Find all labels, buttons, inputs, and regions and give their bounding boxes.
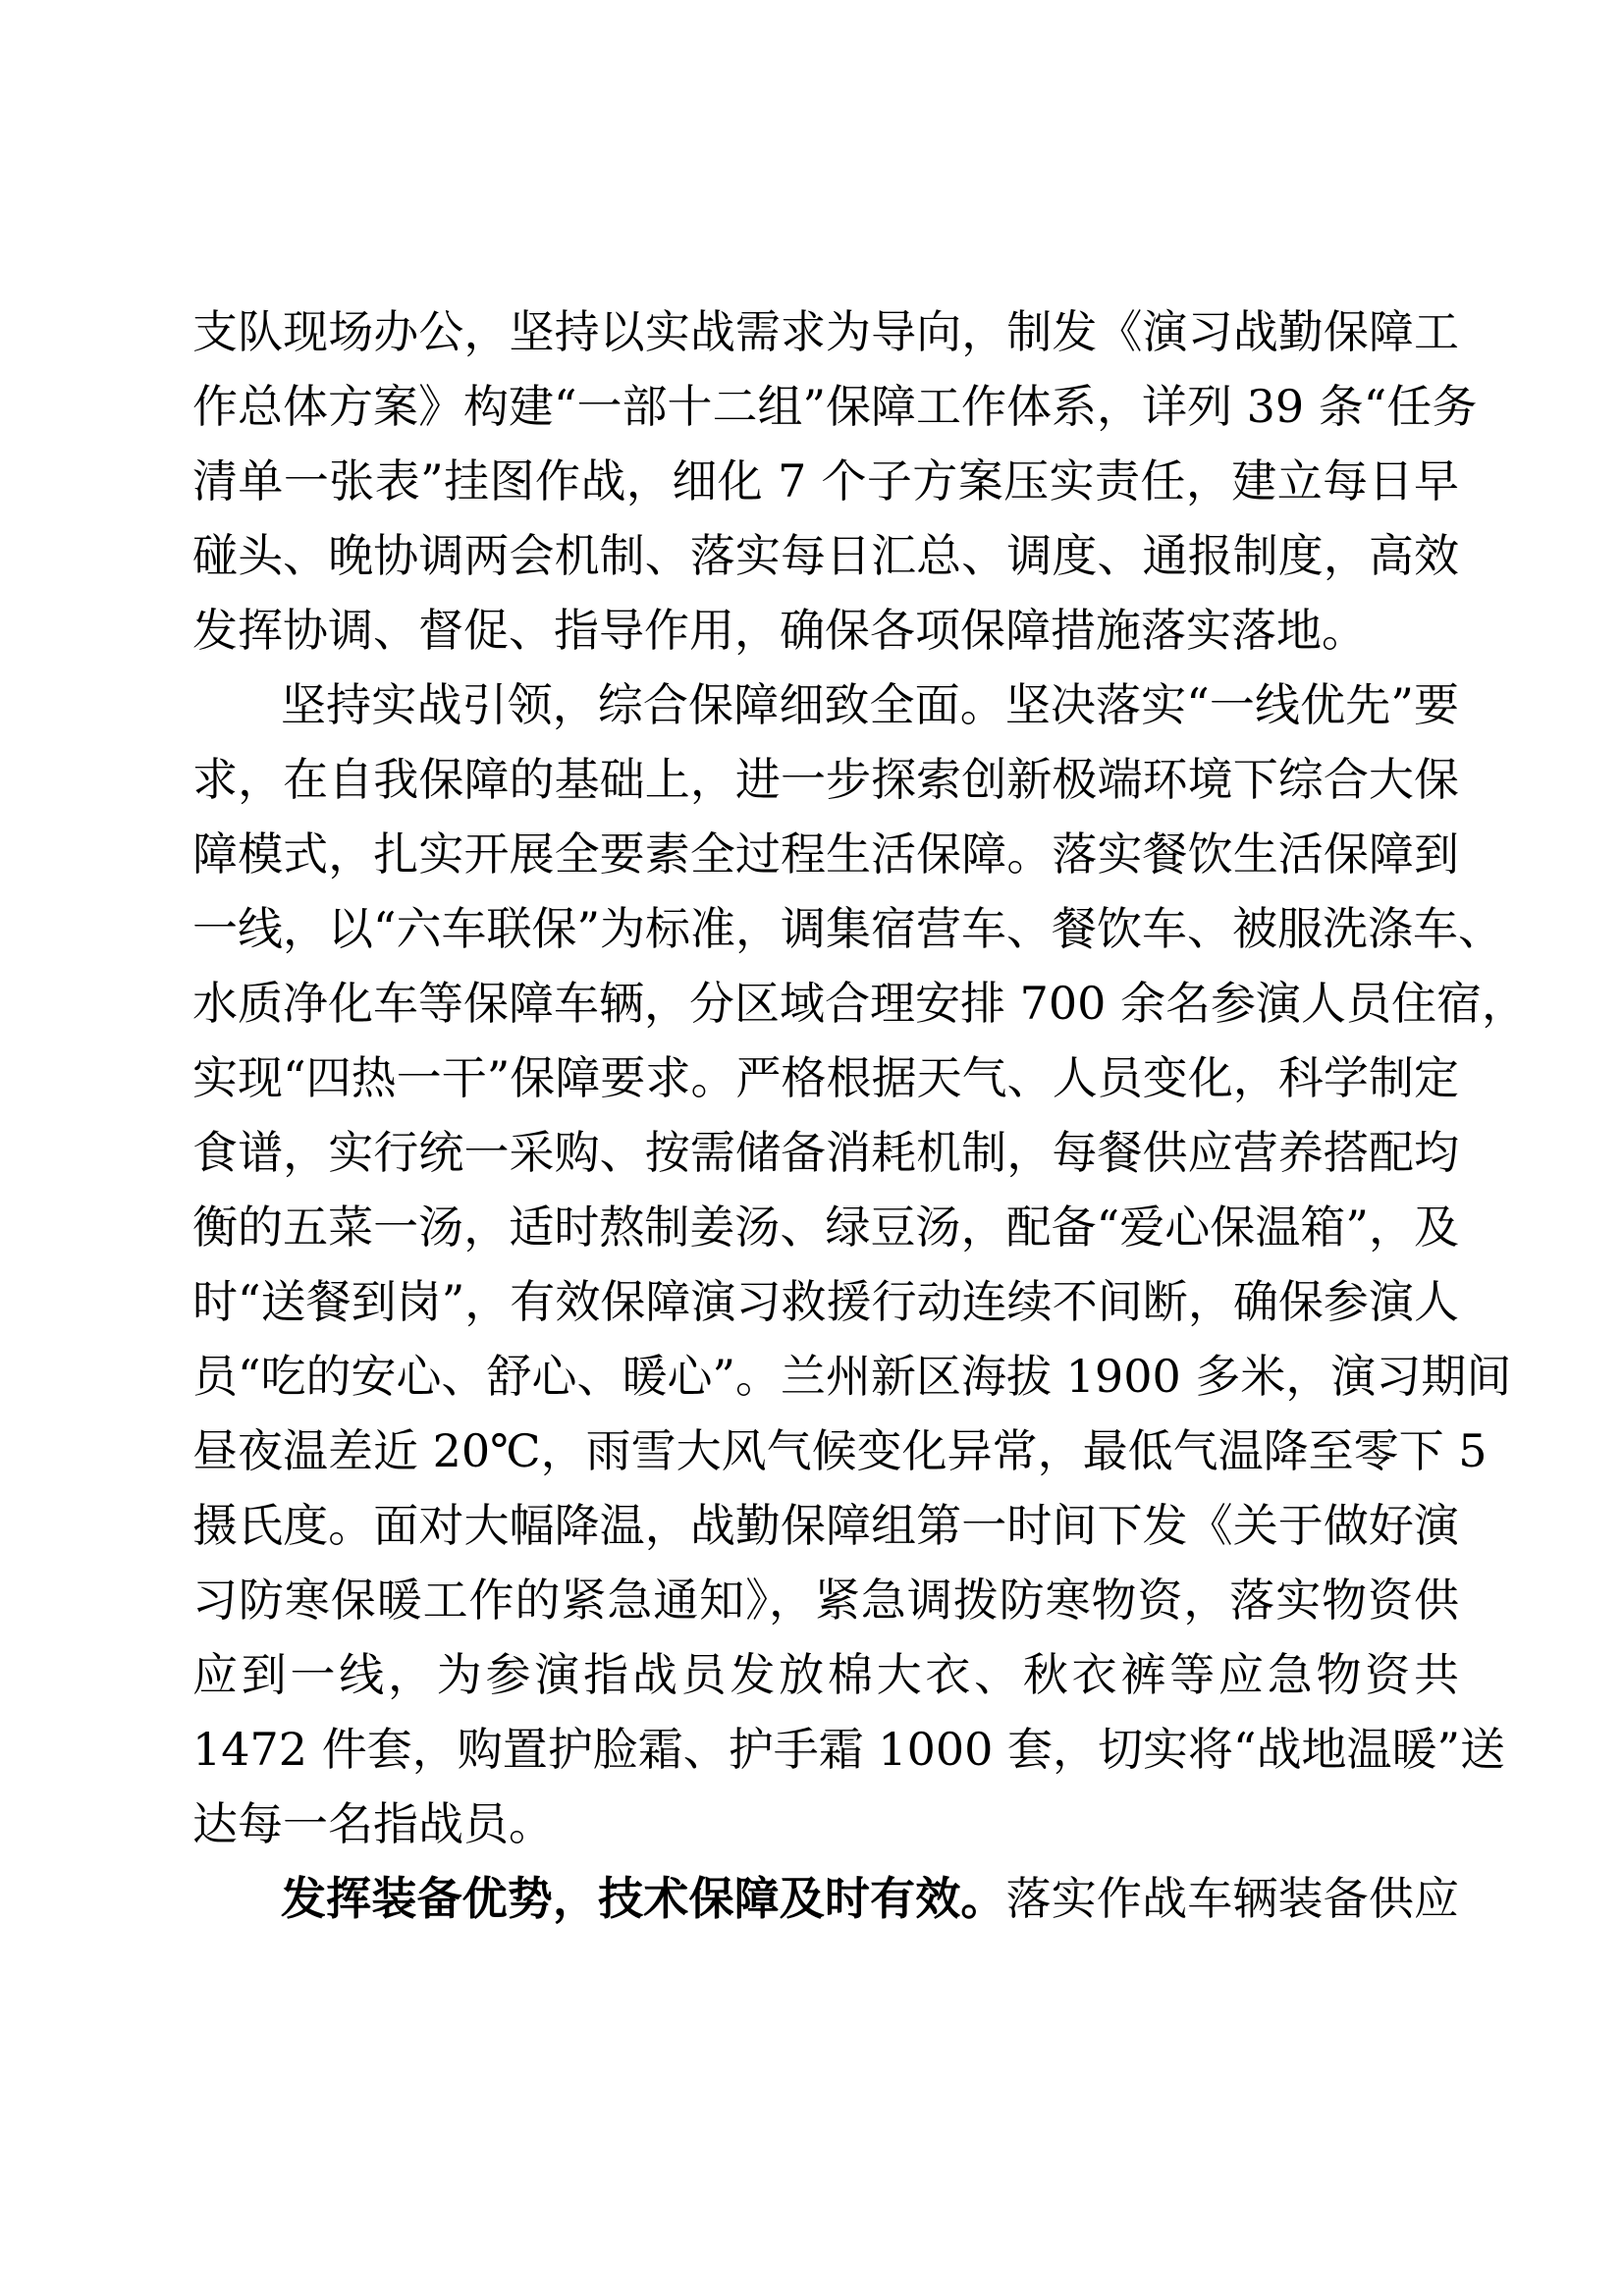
document-body bbox=[192, 294, 1528, 1936]
paragraph-line: 摄氏度。面对大幅降温，战勤保障组第一时间下发《关于做好演 bbox=[192, 1499, 1459, 1552]
paragraph-line: 障模式，扎实开展全要素全过程生活保障。落实餐饮生活保障到 bbox=[192, 828, 1459, 881]
paragraph-line: 员“吃的安心、舒心、暖心”。兰州新区海拔 1900 多米，演习期间 bbox=[192, 1350, 1512, 1403]
paragraph-line: 支队现场办公，坚持以实战需求为导向，制发《演习战勤保障工 bbox=[192, 305, 1459, 358]
paragraph-line: 发挥协调、督促、指导作用，确保各项保障措施落实落地。 bbox=[192, 604, 1367, 657]
paragraph-line: 昼夜温差近 20℃，雨雪大风气候变化异常，最低气温降至零下 5 bbox=[192, 1424, 1488, 1477]
paragraph-line: 求，在自我保障的基础上，进一步探索创新极端环境下综合大保 bbox=[192, 753, 1459, 806]
paragraph-line: 碰头、晚协调两会机制、落实每日汇总、调度、通报制度，高效 bbox=[192, 529, 1459, 582]
paragraph-text: 落实作战车辆装备供应 bbox=[1005, 1872, 1460, 1925]
paragraph-line: 达每一名指战员。 bbox=[192, 1797, 554, 1850]
paragraph-line: 实现“四热一干”保障要求。严格根据天气、人员变化，科学制定 bbox=[192, 1051, 1459, 1104]
paragraph-line: 应到一线，为参演指战员发放棉大衣、秋衣裤等应急物资共 bbox=[192, 1648, 1459, 1701]
paragraph-line bbox=[192, 1861, 1459, 1936]
paragraph-line: 时“送餐到岗”，有效保障演习救援行动连续不间断，确保参演人 bbox=[192, 1275, 1459, 1328]
paragraph-line: 一线，以“六车联保”为标准，调集宿营车、餐饮车、被服洗涤车、 bbox=[192, 902, 1504, 955]
paragraph-2 bbox=[192, 667, 1528, 1861]
paragraph-line: 坚持实战引领，综合保障细致全面。坚决落实“一线优先”要 bbox=[281, 678, 1459, 731]
paragraph-line: 作总体方案》构建“一部十二组”保障工作体系，详列 39 条“任务 bbox=[192, 380, 1478, 433]
paragraph-line: 衡的五菜一汤，适时熬制姜汤、绿豆汤，配备“爱心保温箱”，及 bbox=[192, 1201, 1459, 1254]
paragraph-line: 习防寒保暖工作的紧急通知》，紧急调拨防寒物资，落实物资供 bbox=[192, 1574, 1459, 1627]
paragraph-line: 1472 件套，购置护脸霜、护手霜 1000 套，切实将“战地温暖”送 bbox=[192, 1723, 1506, 1776]
paragraph-line: 水质净化车等保障车辆，分区域合理安排 700 余名参演人员住宿， bbox=[192, 977, 1528, 1030]
paragraph-line: 食谱，实行统一采购、按需储备消耗机制，每餐供应营养搭配均 bbox=[192, 1126, 1459, 1179]
paragraph-1 bbox=[192, 294, 1478, 667]
paragraph-line: 清单一张表”挂图作战，细化 7 个子方案压实责任，建立每日早 bbox=[192, 454, 1459, 507]
paragraph-heading: 发挥装备优势，技术保障及时有效。 bbox=[281, 1872, 1006, 1925]
paragraph-3 bbox=[192, 1861, 1459, 1936]
